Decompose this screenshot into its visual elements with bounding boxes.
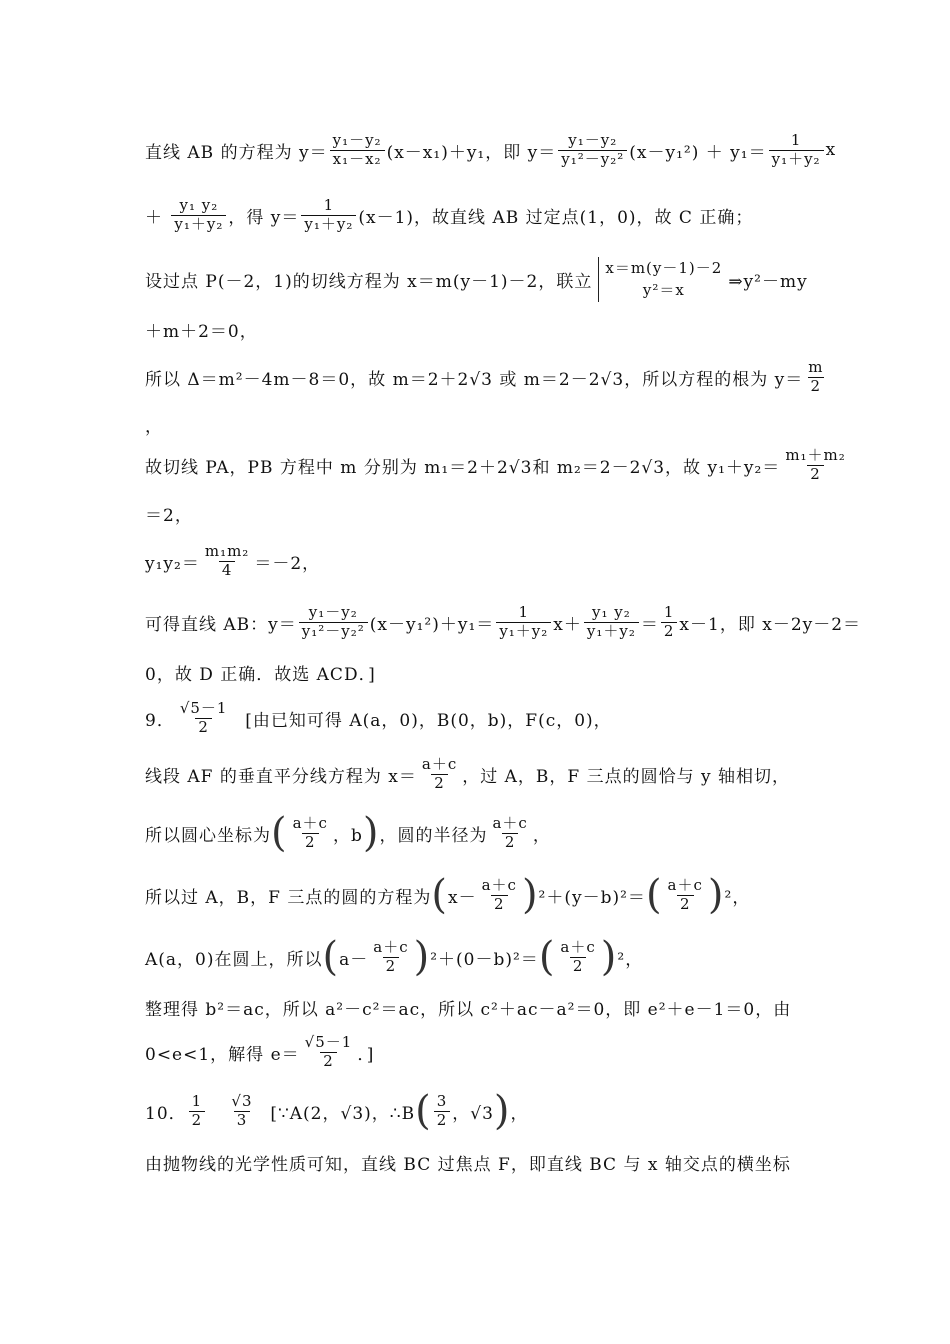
text-segment: 所以圆心坐标为 [145,825,271,846]
large-parenthesis: ( [415,1088,432,1134]
text-line [145,402,810,446]
text-segment: ．] [357,1044,375,1065]
math-fraction [479,877,520,913]
text-line [145,257,810,301]
fraction-denominator: y₁²－y₂² [558,150,627,168]
fraction-numerator: √5－1 [179,699,228,718]
large-parenthesis: ( [271,810,288,856]
fraction-numerator: y₁－y₂ [332,131,382,150]
text-segment: 所以 Δ＝m²－4m－8＝0，故 m＝2＋2√3 或 m＝2－2√3，所以方程的根为 y＝ [145,369,804,390]
fraction-numerator: y₁ y₂ [592,603,631,622]
text-line [145,650,810,694]
fraction-numerator: 1 [663,603,675,622]
text-line [145,752,810,796]
text-segment: ，√3 [452,1103,494,1124]
fraction-denominator: 4 [219,561,236,579]
fraction-numerator: y₁－y₂ [308,603,358,622]
text-segment: ， [510,1103,529,1124]
math-fraction [489,815,530,851]
math-fraction [171,197,226,233]
fraction-numerator: a＋c [292,814,328,833]
fraction-numerator: √3 [231,1092,253,1111]
fraction-numerator: a＋c [492,814,528,833]
large-parenthesis: ) [413,934,431,980]
fraction-denominator: 2 [570,957,587,975]
fraction-numerator: y₁ y₂ [179,196,219,215]
text-segment: (x－y₁²) ＋ y₁＝ [629,142,767,163]
text-line [145,128,837,172]
fraction-denominator: y₁²－y₂² [299,622,368,640]
math-fraction [189,1093,206,1129]
fraction-denominator: y₁＋y₂ [496,622,551,640]
fraction-numerator: m₁m₂ [204,542,250,561]
fraction-denominator: y₁＋y₂ [769,150,824,168]
text-segment: 10． [145,1103,187,1124]
fraction-denominator: y₁＋y₂ [584,622,639,640]
fraction-denominator: 2 [383,957,400,975]
text-segment: ＋m＋2＝0， [145,321,258,342]
text-line [145,1030,810,1074]
fraction-numerator: 1 [518,603,530,622]
text-segment: ²， [617,949,644,970]
fraction-numerator: 1 [323,196,335,215]
large-parenthesis: ) [600,934,618,980]
fraction-denominator: 2 [491,895,508,913]
text-segment: (x－y₁²)＋y₁＝ [369,614,495,635]
text-segment: ²＋(0－b)²＝ [430,949,539,970]
large-parenthesis: ) [521,872,539,918]
fraction-numerator: m₁＋m₂ [785,446,846,465]
text-line [145,1089,810,1133]
fraction-denominator: 2 [320,1052,337,1070]
fraction-denominator: 3 [234,1111,251,1129]
fraction-denominator: 2 [195,718,212,736]
text-segment [207,1101,226,1121]
text-segment: ， [145,416,163,437]
math-fraction [584,604,639,640]
text-segment: (x－x₁)＋y₁，即 y＝ [386,142,557,163]
text-segment: x＋ [553,614,582,635]
fraction-denominator: 2 [434,1111,451,1129]
fraction-numerator: 3 [436,1092,448,1111]
math-fraction [661,604,678,640]
math-fraction [301,197,356,233]
system-equation: y²＝x [642,281,685,299]
math-fraction [496,604,551,640]
fraction-denominator: 2 [189,1111,206,1129]
large-parenthesis: ( [322,934,340,980]
fraction-numerator: a＋c [560,938,596,957]
fraction-numerator: √5－1 [304,1033,353,1052]
math-fraction [299,604,368,640]
text-segment: [由已知可得 A(a，0)，B(0，b)，F(c，0)， [232,710,612,731]
large-parenthesis: ) [707,872,725,918]
text-segment: ＝－2， [254,553,321,574]
math-fraction [558,132,627,168]
text-segment: ²， [724,887,751,908]
fraction-numerator: 1 [191,1092,203,1111]
text-segment: ＋ [145,207,170,228]
text-segment: A(a，0)在圆上，所以 [145,949,323,970]
fraction-denominator: 2 [677,895,694,913]
fraction-denominator: 2 [807,465,824,483]
text-segment: [∵A(2，√3)，∴B [257,1103,416,1124]
fraction-numerator: y₁－y₂ [568,131,618,150]
large-parenthesis: ) [362,810,380,856]
text-segment: ，过 A，B，F 三点的圆恰与 y 轴相切， [462,766,791,787]
fraction-denominator: y₁＋y₂ [301,215,356,233]
math-fraction [419,756,460,792]
text-line [145,985,810,1029]
text-segment: ＝ [640,614,659,635]
text-segment: ， [532,825,551,846]
fraction-numerator: a＋c [373,938,409,957]
fraction-denominator: y₁＋y₂ [171,215,226,233]
fraction-numerator: a＋c [421,755,458,774]
system-equation: x＝m(y－1)－2 [605,258,723,277]
text-segment: 故切线 PA，PB 方程中 m 分别为 m₁＝2＋2√3和 m₂＝2－2√3，故 y₁＋y₂＝ [145,457,781,478]
math-fraction [177,700,231,736]
text-line [145,443,846,487]
fraction-denominator: 2 [302,833,319,851]
text-line [145,1140,810,1184]
large-parenthesis: ) [493,1088,511,1134]
fraction-numerator: a＋c [481,876,517,895]
text-segment: 由抛物线的光学性质可知，直线 BC 过焦点 F，即直线 BC 与 x 轴交点的横坐标 [145,1154,791,1175]
fraction-denominator: 2 [431,774,448,792]
text-line [145,811,810,855]
text-segment: x [825,140,837,160]
text-segment: x－1，即 x－2y－2＝ [679,614,862,635]
math-fraction [202,543,252,579]
text-segment: 整理得 b²＝ac，所以 a²－c²＝ac，所以 c²＋ac－a²＝0，即 e²＋e－1＝0，由 [145,999,792,1020]
math-fraction [782,447,848,483]
math-fraction [769,132,824,168]
text-line [145,307,810,351]
fraction-denominator: 2 [502,833,519,851]
text-line [145,193,810,237]
fraction-denominator: 2 [808,377,825,395]
math-fraction [228,1093,255,1129]
text-line [145,696,810,740]
math-fraction [330,132,385,168]
math-fraction [665,877,706,913]
text-line [145,935,810,979]
large-parenthesis: ( [538,934,556,980]
math-fraction [557,939,598,975]
text-segment: 线段 AF 的垂直平分线方程为 x＝ [145,766,417,787]
fraction-denominator: x₁－x₂ [330,150,385,168]
text-segment: 0，故 D 正确．故选 ACD．] [145,664,376,685]
fraction-denominator: 2 [661,622,678,640]
text-segment: y₁y₂＝ [145,553,200,574]
math-fraction [805,359,826,395]
text-segment: 可得直线 AB：y＝ [145,614,297,635]
large-parenthesis: ( [431,872,448,918]
text-segment: 所以过 A，B，F 三点的圆的方程为 [145,887,432,908]
text-line [145,355,824,399]
text-segment: a－ [339,949,369,970]
large-parenthesis: ( [645,872,663,918]
text-line [145,600,862,644]
fraction-numerator: 1 [790,131,802,150]
text-segment: ²＋(y－b)²＝ [538,887,646,908]
math-fraction [290,815,331,851]
text-line [145,873,810,917]
text-segment: ，得 y＝ [228,207,300,228]
text-segment: 直线 AB 的方程为 y＝ [145,142,328,163]
equation-system [598,257,722,302]
text-line [145,539,810,583]
text-line [145,491,810,535]
math-fraction [434,1093,451,1129]
text-segment: x－ [447,887,477,908]
text-segment: ，圆的半径为 [379,825,488,846]
text-segment: 0<e<1，解得 e＝ [145,1044,300,1065]
text-segment: 设过点 P(－2，1)的切线方程为 x＝m(y－1)－2，联立 [145,271,593,292]
math-fraction [370,939,411,975]
text-segment: (x－1)，故直线 AB 过定点(1，0)，故 C 正确； [358,207,754,228]
text-segment: ，b [332,825,363,846]
fraction-numerator: m [808,358,824,377]
math-fraction [302,1034,356,1070]
text-segment: ＝2， [145,505,193,526]
fraction-numerator: a＋c [667,876,703,895]
text-segment: ⇒y²－my [728,271,808,292]
text-segment: 9． [145,710,175,731]
